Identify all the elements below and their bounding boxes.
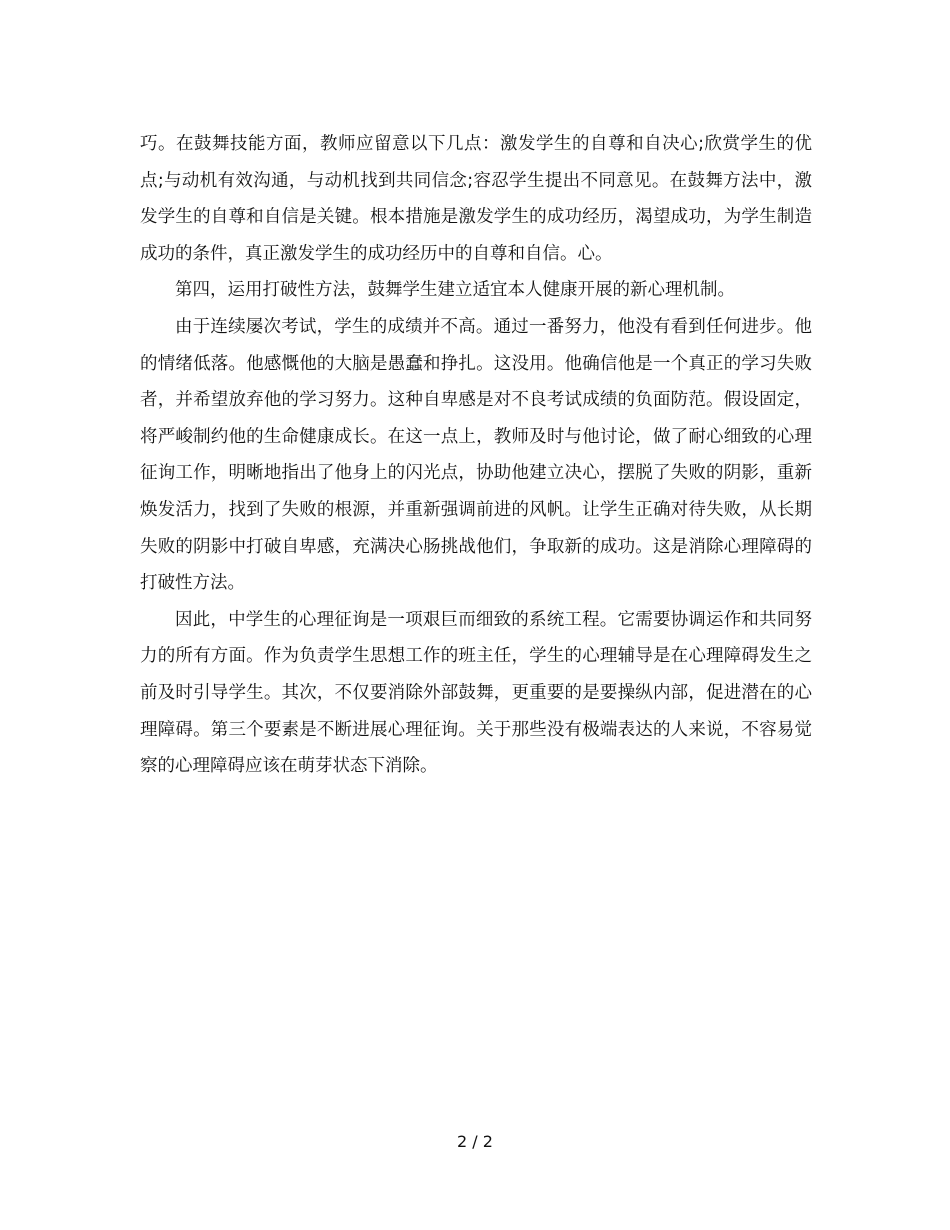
paragraph-4: 因此，中学生的心理征询是一项艰巨而细致的系统工程。它需要协调运作和共同努力的所有方面。作为负责学生思想工作的班主任，学生的心理辅导是在心理障碍发生之前及时引导学生。其次，不仅要消除外部鼓舞，更重要的是要操纵内部，促进潜在的心理障碍。第三个要素是不断进展心理征询。关于那些没有极端表达的人来说，不容易觉察的心理障碍应该在萌芽状态下消除。 [140, 609, 812, 777]
document-body [140, 126, 812, 785]
paragraph-3: 由于连续屡次考试，学生的成绩并不高。通过一番努力，他没有看到任何进步。他的情绪低落。他感慨他的大脑是愚蠢和挣扎。这没用。他确信他是一个真正的学习失败者，并希望放弃他的学习努力。这种自卑感是对不良考试成绩的负面防范。假设固定，将严峻制约他的生命健康成长。在这一点上，教师及时与他讨论，做了耐心细致的心理征询工作，明晰地指出了他身上的闪光点，协助他建立决心，摆脱了失败的阴影，重新焕发活力，找到了失败的根源，并重新强调前进的风帆。让学生正确对待失败，从长期失败的阴影中打破自卑感，充满决心肠挑战他们，争取新的成功。这是消除心理障碍的打破性方法。 [140, 316, 812, 594]
paragraph-2: 第四，运用打破性方法，鼓舞学生建立适宜本人健康开展的新心理机制。 [175, 280, 735, 301]
paragraph-1: 巧。在鼓舞技能方面，教师应留意以下几点：激发学生的自尊和自决心;欣赏学生的优点;与动机有效沟通，与动机找到共同信念;容忍学生提出不同意见。在鼓舞方法中，激发学生的自尊和自信是关键。根本措施是激发学生的成功经历，渴望成功，为学生制造成功的条件，真正激发学生的成功经历中的自尊和自信。心。 [140, 134, 812, 264]
page-number: 2 / 2 [457, 1132, 493, 1151]
